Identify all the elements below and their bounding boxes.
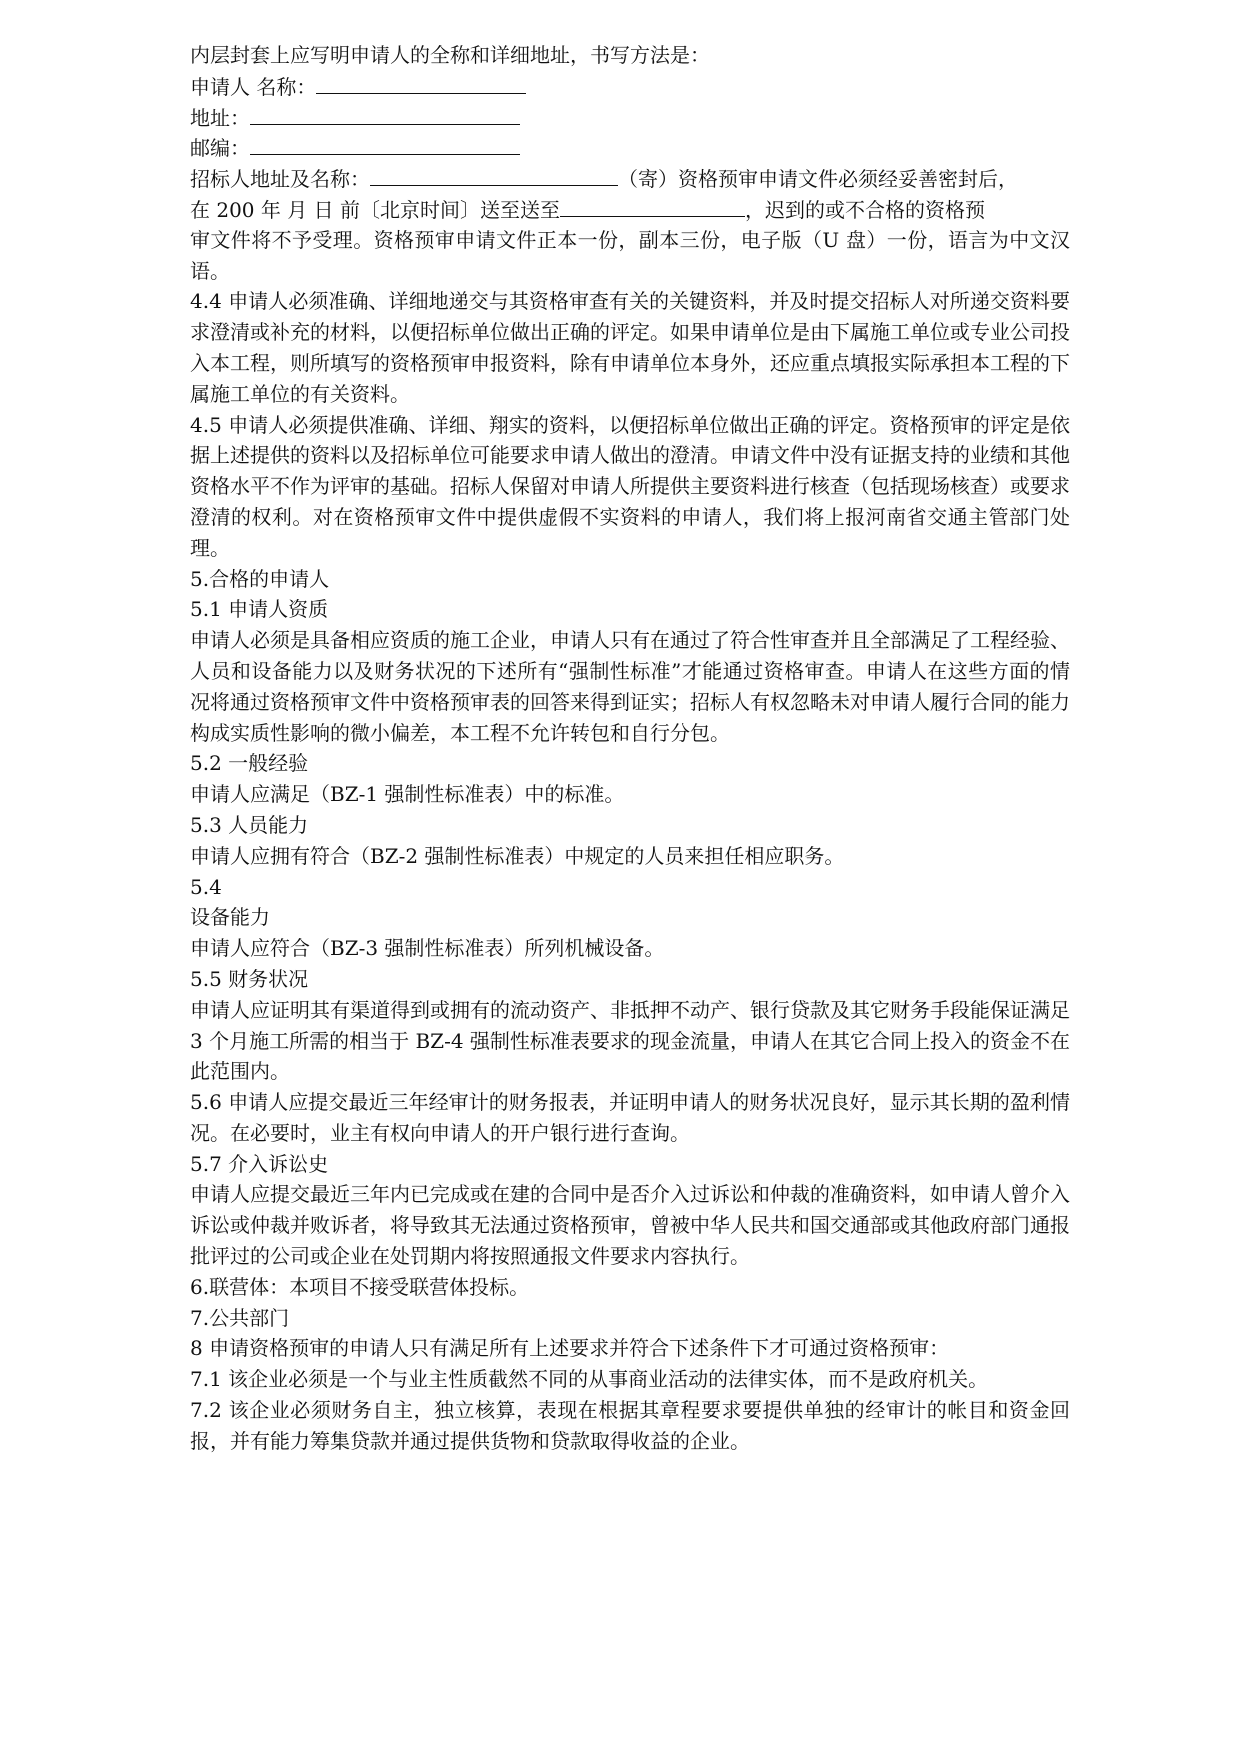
paragraph-4-5: 4.5 申请人必须提供准确、详细、翔实的资料，以便招标单位做出正确的评定。资格预审的评定是依据上述提供的资料以及招标单位可能要求申请人做出的澄清。申请文件中没有证据支持的业绩和其他资格水平不作为评审的基础。招标人保留对申请人所提供主要资料进行核查（包括现场核查）或要求澄清的权利。对在资格预审文件中提供虚假不实资料的申请人，我们将上报河南省交通主管部门处理。 (190, 412, 1070, 560)
tenderer-blank (370, 163, 618, 186)
paragraph-5-1: 申请人必须是具备相应资质的施工企业，申请人只有在通过了符合性审查并且全部满足了工程经验、人员和设备能力以及财务状况的下述所有“强制性标准”才能通过资格审查。申请人在这些方面的情况将通过资格预审文件中资格预审表的回答来得到证实；招标人有权忽略未对申请人履行合同的能力构成实质性影响的微小偏差，本工程不允许转包和自行分包。 (190, 628, 1070, 745)
paragraph-5-6: 5.6 申请人应提交最近三年经审计的财务报表，并证明申请人的财务状况良好，显示其长期的盈利情况。在必要时，业主有权向申请人的开户银行进行查询。 (190, 1090, 1070, 1145)
paragraph-7-2: 7.2 该企业必须财务自主，独立核算，表现在根据其章程要求要提供单独的经审计的帐目和资金回报，并有能力筹集贷款并通过提供货物和贷款取得收益的企业。 (190, 1398, 1070, 1453)
address-line (190, 102, 1070, 133)
paragraph-5-4: 申请人应符合（BZ-3 强制性标准表）所列机械设备。 (190, 936, 665, 961)
heading-5-4: 5.4 (190, 874, 222, 899)
tenderer-after: （寄）资格预审申请文件必须经妥善密封后， (618, 167, 1018, 192)
heading-5: 5.合格的申请人 (190, 566, 330, 591)
postcode-label: 邮编： (190, 136, 250, 161)
deadline-post: ，迟到的或不合格的资格预 (744, 197, 985, 222)
heading-5-5: 5.5 财务状况 (190, 966, 309, 991)
applicant-name-line (190, 71, 1070, 102)
heading-5-7: 5.7 介入诉讼史 (190, 1151, 329, 1176)
deadline-line (190, 194, 1070, 225)
document-page (190, 40, 1070, 1457)
paragraph-7-1: 7.1 该企业必须是一个与业主性质截然不同的从事商业活动的法律实体，而不是政府机关。 (190, 1367, 989, 1392)
deadline-pre: 在 200 年 月 日 前〔北京时间〕送至送至 (190, 197, 560, 222)
heading-7: 7.公共部门 (190, 1305, 290, 1330)
applicant-name-label: 申请人 名称： (190, 74, 317, 99)
paragraph-5-3: 申请人应拥有符合（BZ-2 强制性标准表）中规定的人员来担任相应职务。 (190, 843, 845, 868)
deadline-blank (560, 194, 745, 217)
applicant-name-blank (316, 71, 526, 94)
paragraph-4-4: 4.4 申请人必须准确、详细地递交与其资格审查有关的关键资料，并及时提交招标人对所递交资料要求澄清或补充的材料，以便招标单位做出正确的评定。如果申请单位是由下属施工单位或专业公司投入本工程，则所填写的资格预审申报资料，除有申请单位本身外，还应重点填报实际承担本工程的下属施工单位的有关资料。 (190, 289, 1070, 406)
paragraph-5-5: 申请人应证明其有渠道得到或拥有的流动资产、非抵押不动产、银行贷款及其它财务手段能保证满足 3 个月施工所需的相当于 BZ-4 强制性标准表要求的现金流量，申请人在其它合同上投入的资金不在此范围内。 (190, 997, 1070, 1084)
heading-5-1: 5.1 申请人资质 (190, 597, 329, 622)
paragraph-5-7: 申请人应提交最近三年内已完成或在建的合同中是否介入过诉讼和仲裁的准确资料，如申请人曾介入诉讼或仲裁并败诉者，将导致其无法通过资格预审，曾被中华人民共和国交通部或其他政府部门通报批评过的公司或企业在处罚期内将按照通报文件要求内容执行。 (190, 1182, 1070, 1269)
paragraph-5-2: 申请人应满足（BZ-1 强制性标准表）中的标准。 (190, 782, 625, 807)
heading-6: 6.联营体：本项目不接受联营体投标。 (190, 1274, 530, 1299)
tenderer-line (190, 163, 1070, 194)
deadline-rest: 审文件将不予受理。资格预审申请文件正本一份，副本三份，电子版（U 盘）一份，语言为中文汉语。 (190, 227, 1070, 283)
postcode-blank (250, 132, 520, 155)
paragraph-8: 8 申请资格预审的申请人只有满足所有上述要求并符合下述条件下才可通过资格预审： (190, 1336, 950, 1361)
heading-5-4-title: 设备能力 (190, 905, 270, 930)
heading-5-3: 5.3 人员能力 (190, 812, 309, 837)
heading-5-2: 5.2 一般经验 (190, 751, 309, 776)
intro-line: 内层封套上应写明申请人的全称和详细地址，书写方法是： (190, 43, 710, 67)
tenderer-label: 招标人地址及名称： (190, 167, 370, 192)
postcode-line (190, 132, 1070, 163)
address-label: 地址： (190, 105, 250, 130)
address-blank (250, 102, 520, 125)
